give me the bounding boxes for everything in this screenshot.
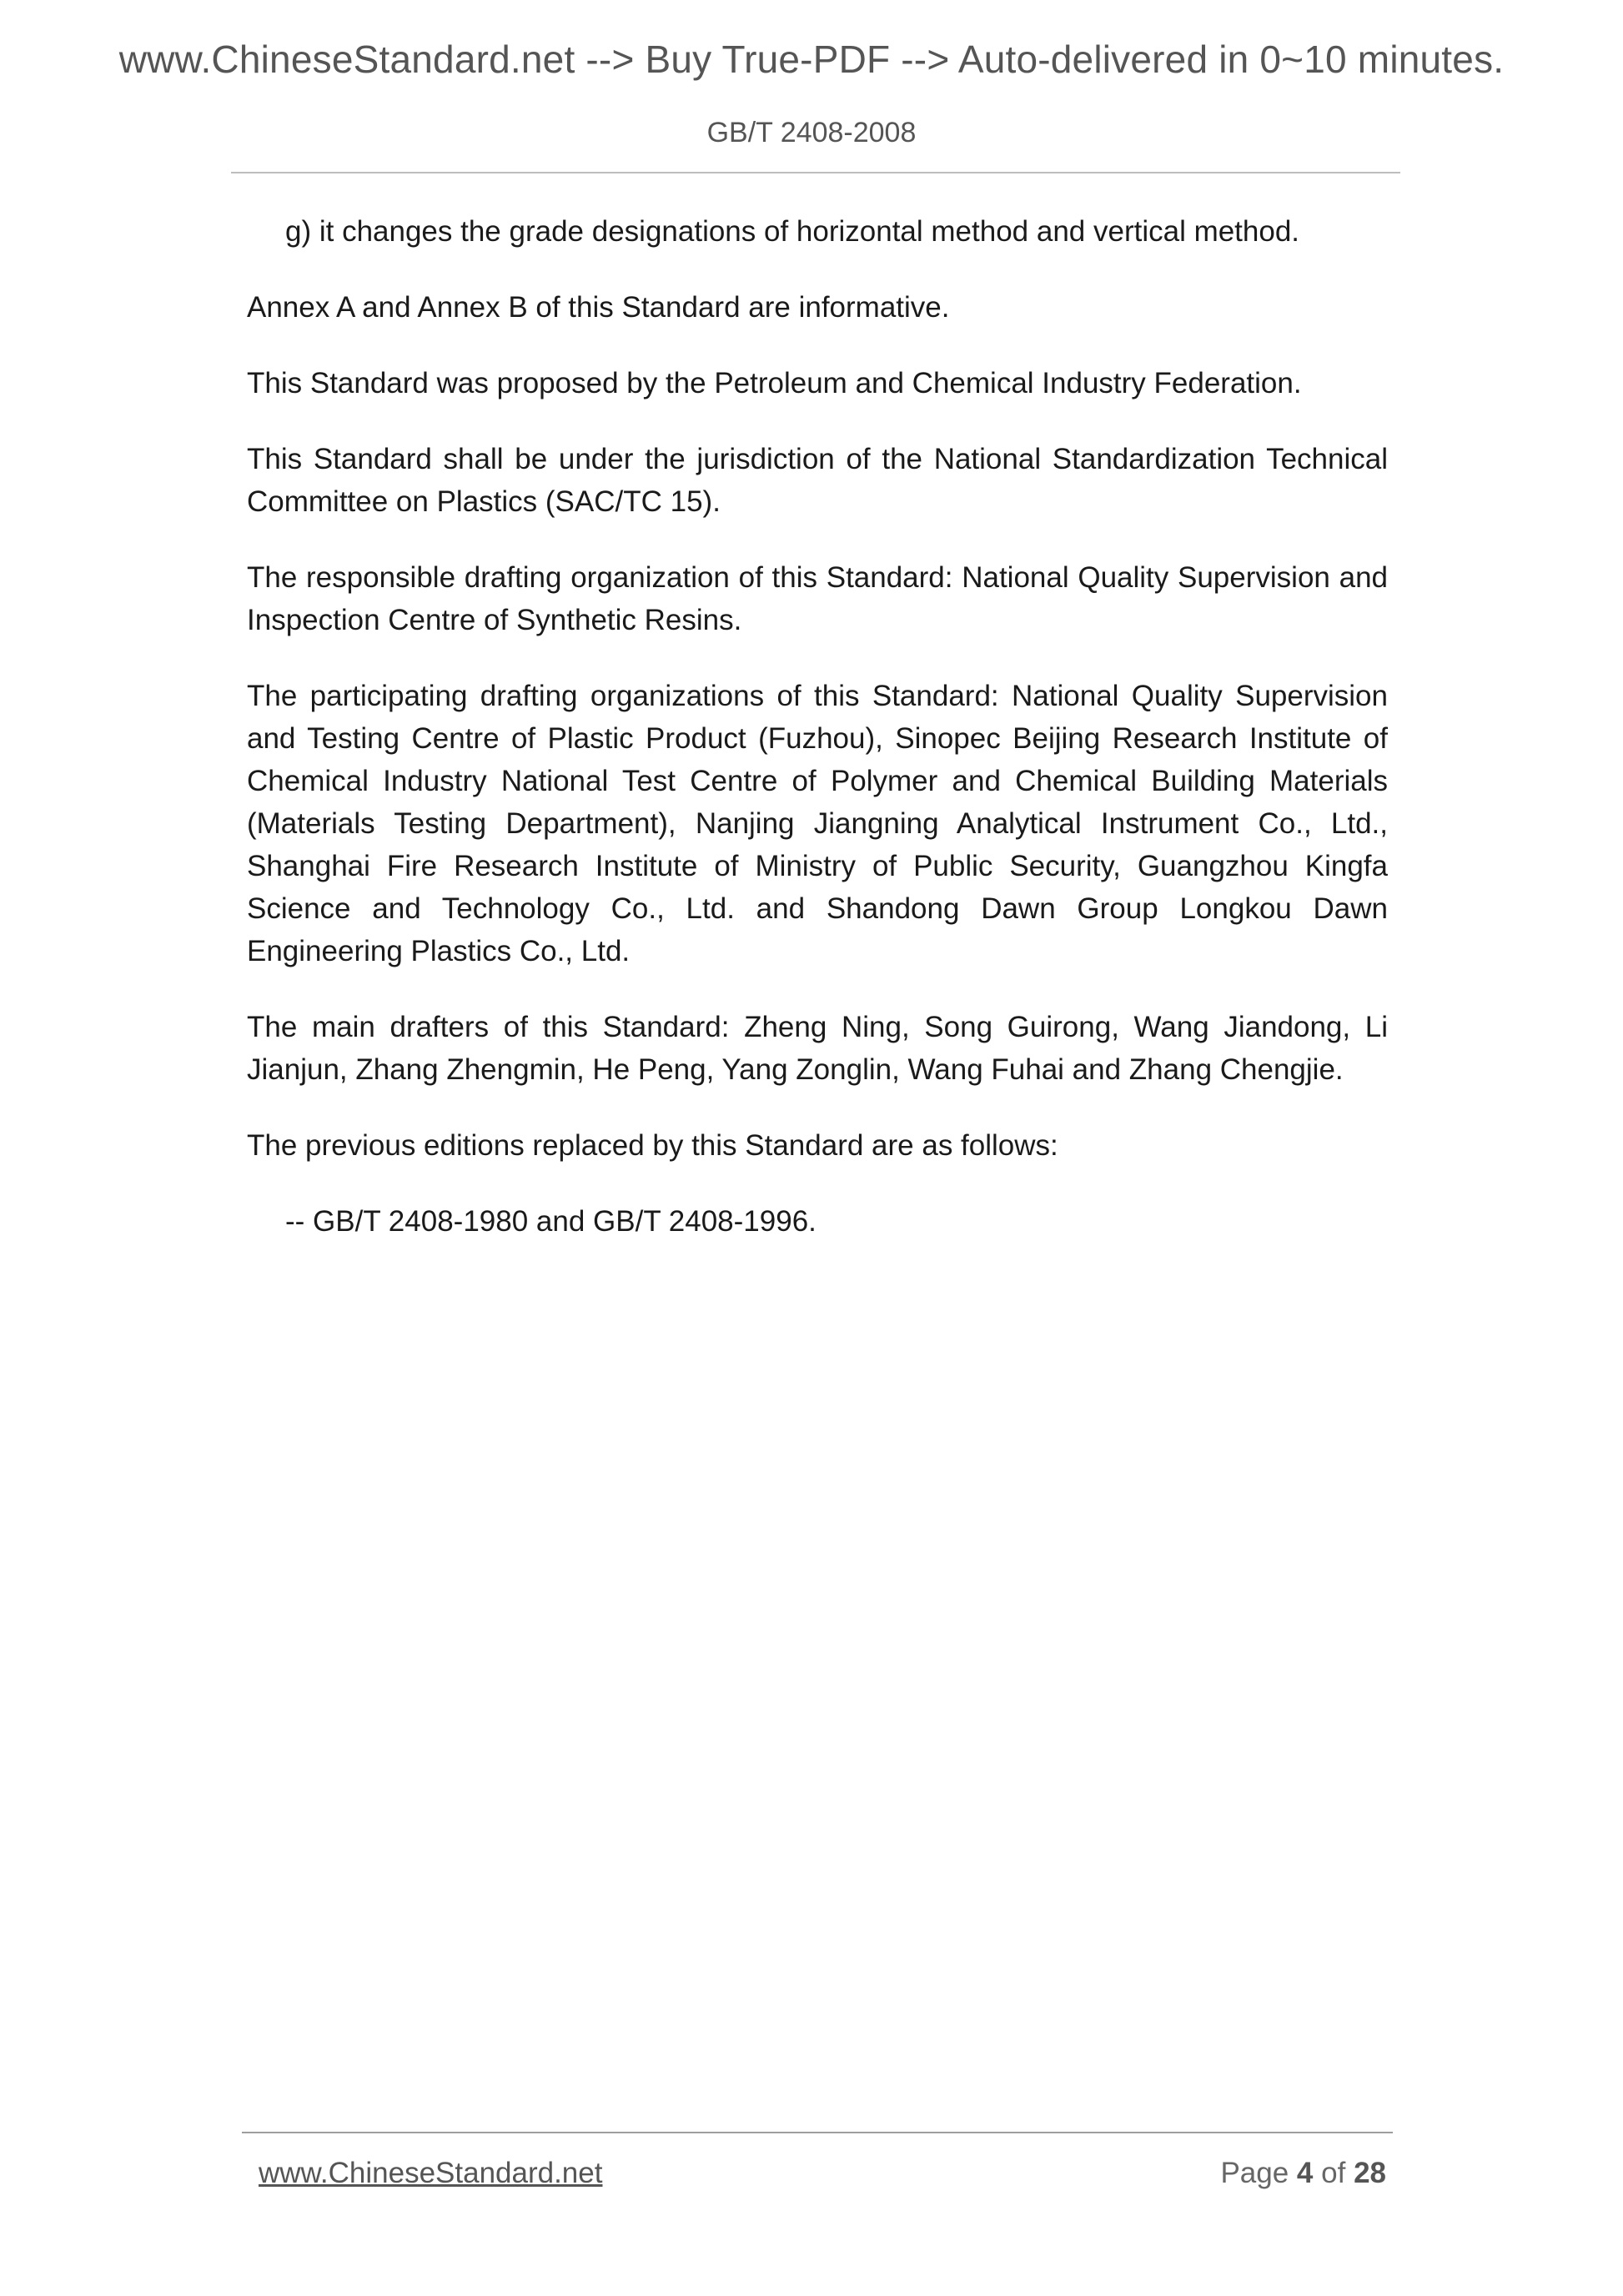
site-banner: www.ChineseStandard.net --> Buy True-PDF --> Auto-delivered in 0~10 minutes. xyxy=(118,38,1505,81)
document-body xyxy=(247,210,1388,1276)
page-current: 4 xyxy=(1296,2157,1314,2189)
participating-orgs-paragraph: The participating drafting organizations of this Standard: National Quality Supervision and Testing Centre of Plastic Product (Fuzhou), Sinopec Beijing Research Institute of Chemical Industry National Test Centre of Polymer and Chemical Building Materials (Materials Testing Department), Nanjing Jiangning Analytical Instrument Co., Ltd., Shanghai Fire Research Institute of Ministry of Public Security, Guangzhou Kingfa Science and Technology Co., Ltd. and Shandong Dawn Group Longkou Dawn Engineering Plastics Co., Ltd. xyxy=(247,680,1388,967)
page-indicator xyxy=(1220,2157,1386,2190)
previous-editions-item: -- GB/T 2408-1980 and GB/T 2408-1996. xyxy=(285,1205,817,1238)
annex-paragraph: Annex A and Annex B of this Standard are informative. xyxy=(247,291,950,324)
page-total: 28 xyxy=(1354,2157,1386,2189)
responsible-org-paragraph: The responsible drafting organization of this Standard: National Quality Supervision and Inspection Centre of Synthetic Resins. xyxy=(247,561,1388,636)
header-divider xyxy=(231,172,1400,173)
jurisdiction-paragraph: This Standard shall be under the jurisdiction of the National Standardization Technical Committee on Plastics (SAC/TC 15). xyxy=(247,443,1388,518)
page-label: Page xyxy=(1220,2157,1289,2189)
document-id: GB/T 2408-2008 xyxy=(706,117,917,148)
drafters-paragraph: The main drafters of this Standard: Zheng Ning, Song Guirong, Wang Jiandong, Li Jianjun, Zhang Zhengmin, He Peng, Yang Zonglin, Wang Fuhai and Zhang Chengjie. xyxy=(247,1011,1388,1086)
proposed-paragraph: This Standard was proposed by the Petroleum and Chemical Industry Federation. xyxy=(247,367,1302,399)
list-item-g: g) it changes the grade designations of horizontal method and vertical method. xyxy=(285,215,1300,248)
footer-site-link[interactable]: www.ChineseStandard.net xyxy=(259,2157,603,2189)
previous-editions-paragraph: The previous editions replaced by this Standard are as follows: xyxy=(247,1129,1058,1162)
footer-divider xyxy=(242,2132,1393,2133)
page-of: of xyxy=(1321,2157,1346,2189)
